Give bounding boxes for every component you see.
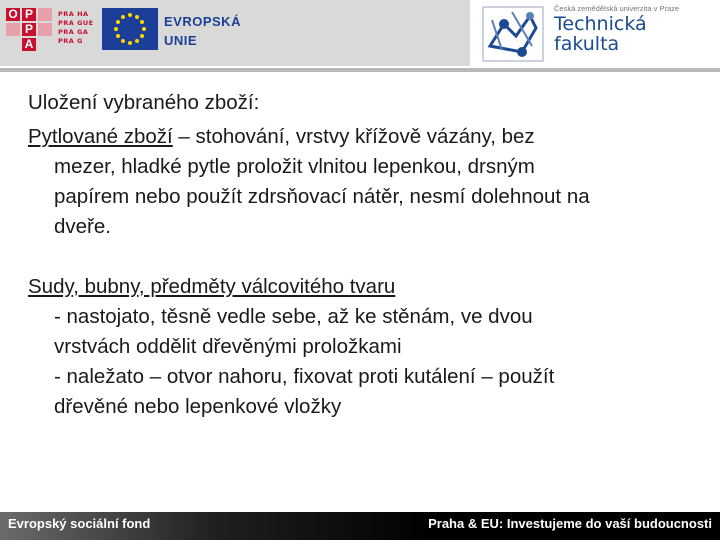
slide-header (0, 0, 720, 72)
section-bagged-goods (28, 122, 698, 242)
section-text: – stohování, vrstvy křížově vázány, bez (172, 125, 535, 148)
praha-row: PRA HA (58, 10, 89, 18)
section-line: mezer, hladké pytle proložit vlnitou lepenkou, drsným (54, 155, 535, 178)
oppa-letter-p1: P (22, 8, 36, 21)
oppa-logo (6, 8, 54, 50)
section-barrels (28, 272, 698, 422)
slide-title: Uložení vybraného zboží: (28, 91, 260, 114)
section-line: vrstvách oddělit dřevěnými proložkami (54, 335, 402, 358)
faculty-name-line: Technická (554, 13, 647, 35)
eu-logo-line: EVROPSKÁ (164, 14, 241, 29)
university-name: Česká zemědělská univerzita v Praze (554, 4, 680, 13)
oppa-letter-a: A (22, 38, 36, 51)
oppa-letter-o: O (6, 8, 20, 21)
oppa-block (38, 23, 52, 36)
eu-flag-icon (102, 8, 158, 50)
footer-left-text: Evropský sociální fond (8, 516, 151, 531)
section-line: dřevěné nebo lepenkové vložky (54, 395, 342, 418)
section-line: dveře. (54, 215, 111, 238)
oppa-letter-p2: P (22, 23, 36, 36)
section-line: - nastojato, těsně vedle sebe, až ke stěnám, ve dvou (54, 305, 533, 328)
eu-logo-text (164, 12, 241, 50)
praha-row: PRA GUE (58, 19, 94, 27)
oppa-block (38, 8, 52, 21)
praha-grid-logo (58, 10, 98, 48)
slide-footer (0, 504, 720, 540)
oppa-block (6, 23, 20, 36)
section-heading: Pytlované zboží (28, 125, 173, 148)
section-heading: Sudy, bubny, předměty válcovitého tvaru (28, 275, 396, 298)
faculty-emblem-icon (482, 6, 544, 62)
header-rule (0, 68, 720, 72)
faculty-name-line: fakulta (554, 33, 620, 55)
slide-content (28, 88, 698, 422)
footer-right-text: Praha & EU: Investujeme do vaší budoucnosti (428, 516, 712, 531)
section-line: - naležato – otvor nahoru, fixovat proti kutálení – použít (54, 365, 555, 388)
section-line: papírem nebo použít zdrsňovací nátěr, nesmí dolehnout na (54, 185, 590, 208)
faculty-name (554, 14, 647, 54)
spacer (28, 242, 698, 272)
praha-row: PRA G (58, 37, 83, 45)
eu-logo-line: UNIE (164, 33, 198, 48)
praha-row: PRA GA (58, 28, 89, 36)
